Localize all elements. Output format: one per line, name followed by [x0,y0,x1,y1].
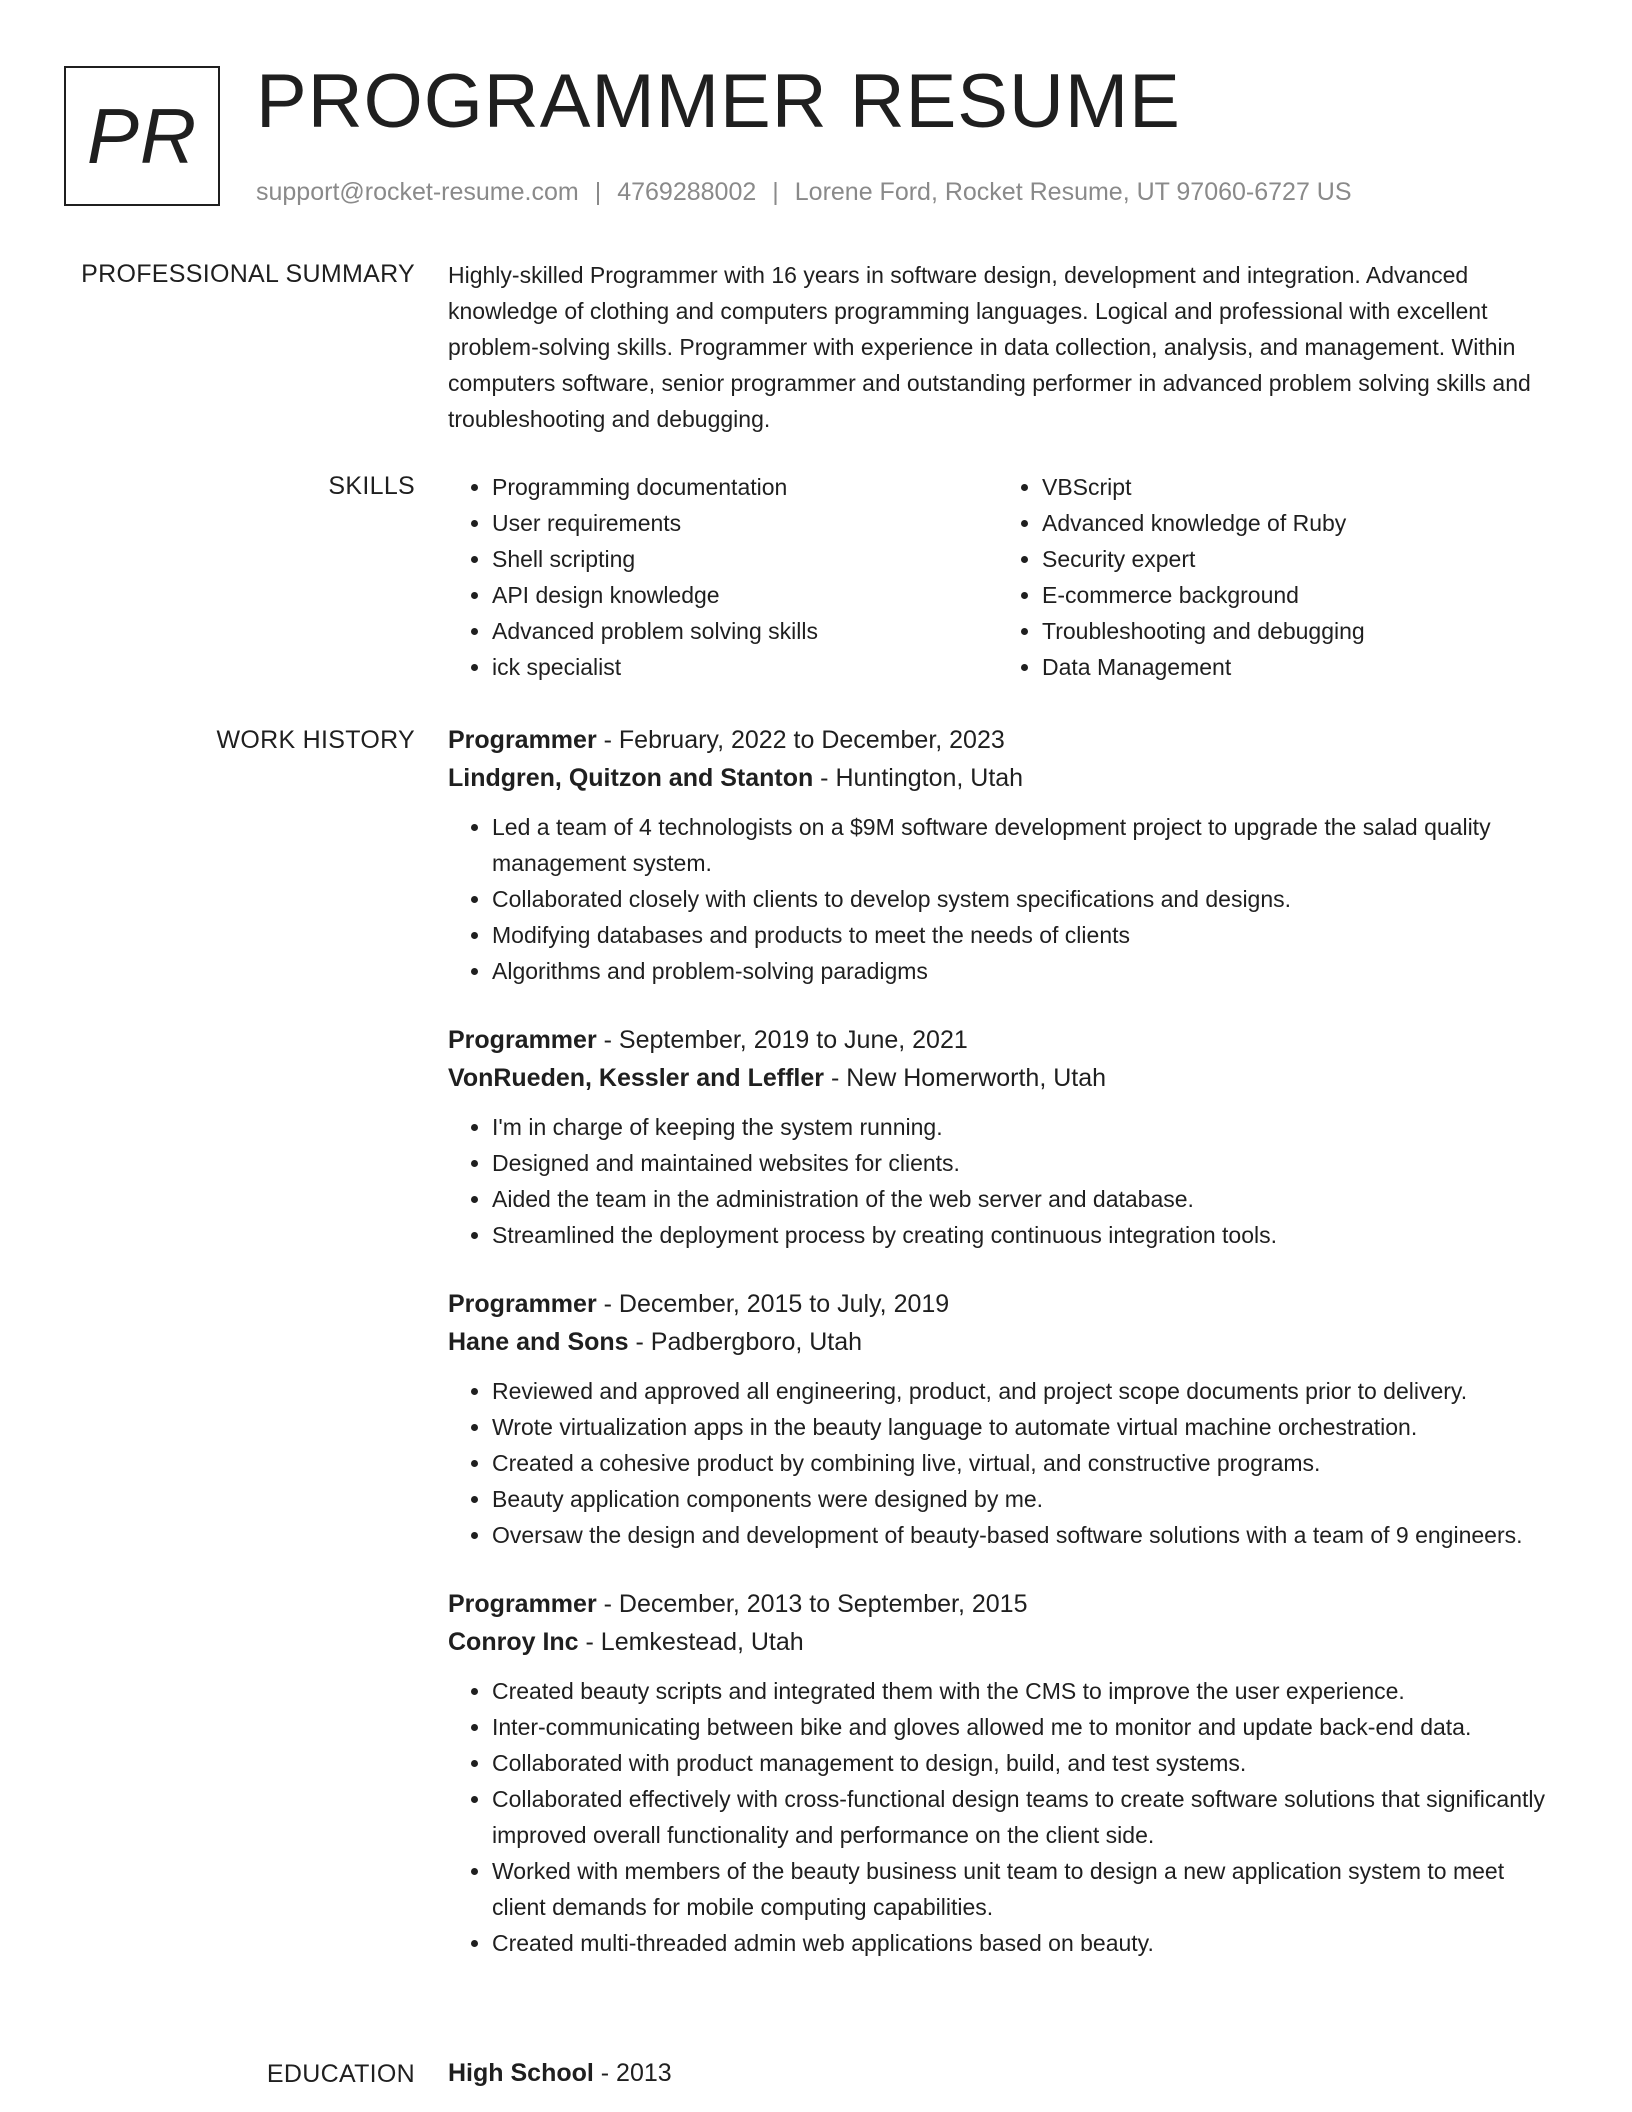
job-bullet: • I'm in charge of keeping the system running. [492,1109,1560,1145]
job-bullet: • Worked with members of the beauty business unit team to design a new application system to meet client demands for mobile computing capabilities. [492,1853,1560,1925]
job-company: Hane and Sons [448,1328,629,1356]
job-bullet: • Wrote virtualization apps in the beauty language to automate virtual machine orchestration. [492,1409,1560,1445]
skill-item: • Data Management [1042,649,1548,685]
page-title: PROGRAMMER RESUME [256,59,1181,144]
section-label-skills: SKILLS [328,472,415,500]
job-location: - Padbergboro, Utah [628,1328,863,1356]
job-bullet: • Collaborated closely with clients to develop system specifications and designs. [492,881,1560,917]
skills-list-right [998,469,1548,685]
job-company-line [448,759,1560,797]
job-title: Programmer [448,1590,597,1618]
job-bullet: • Streamlined the deployment process by creating continuous integration tools. [492,1217,1560,1253]
job-title-line [448,721,1560,759]
skill-item: • User requirements [492,505,998,541]
job-bullet: • Beauty application components were designed by me. [492,1481,1560,1517]
job-bullet: • Reviewed and approved all engineering, product, and project scope documents prior to delivery. [492,1373,1560,1409]
job-bullets [448,809,1560,989]
section-label-education: EDUCATION [266,2060,415,2088]
job-dates: - December, 2015 to July, 2019 [596,1290,950,1318]
job-entry [448,1285,1560,1553]
job-company: VonRueden, Kessler and Leffler [448,1064,825,1092]
education-line [448,2054,1560,2092]
contact-separator: | [594,178,602,206]
skill-item: • Programming documentation [492,469,998,505]
section-label-work-history: WORK HISTORY [216,726,415,754]
skill-item: • Security expert [1042,541,1548,577]
job-title-line [448,1285,1560,1323]
job-bullet: • Inter-communicating between bike and gloves allowed me to monitor and update back-end data. [492,1709,1560,1745]
contact-email[interactable]: support@rocket-resume.com [256,178,579,206]
job-bullet: • Algorithms and problem-solving paradigms [492,953,1560,989]
monogram-box [64,66,220,206]
job-company-line [448,1323,1560,1361]
contact-phone[interactable]: 4769288002 [617,178,757,206]
job-company: Conroy Inc [448,1628,579,1656]
job-title-line [448,1585,1560,1623]
job-bullets [448,1673,1560,1961]
job-location: - Huntington, Utah [813,764,1024,792]
contact-separator: | [772,178,779,206]
job-bullet: • Collaborated effectively with cross-functional design teams to create software solutions that significantly improved overall functionality and performance on the client side. [492,1781,1560,1853]
skill-item: • Shell scripting [492,541,998,577]
job-entry [448,721,1560,989]
contact-address: Lorene Ford, Rocket Resume, UT 97060-6727 US [794,178,1352,206]
job-dates: - December, 2013 to September, 2015 [596,1590,1028,1618]
contact-line [256,176,1352,209]
job-location: - New Homerworth, Utah [824,1064,1107,1092]
job-bullet: • Oversaw the design and development of beauty-based software solutions with a team of 9 engineers. [492,1517,1560,1553]
skill-item: • Troubleshooting and debugging [1042,613,1548,649]
job-bullet: • Created beauty scripts and integrated them with the CMS to improve the user experience. [492,1673,1560,1709]
job-dates: - February, 2022 to December, 2023 [596,726,1005,754]
job-bullets [448,1109,1560,1253]
skill-item: • ick specialist [492,649,998,685]
skill-item: • E-commerce background [1042,577,1548,613]
job-bullets [448,1373,1560,1553]
job-title: Programmer [448,726,597,754]
job-entry [448,1021,1560,1253]
skills-columns [448,469,1560,685]
skill-item: • Advanced knowledge of Ruby [1042,505,1548,541]
skills-body [448,469,1560,685]
job-company-line [448,1059,1560,1097]
monogram-initials: PR [86,92,198,180]
job-bullet: • Designed and maintained websites for clients. [492,1145,1560,1181]
education-degree: High School [448,2059,594,2087]
job-title-line [448,1021,1560,1059]
job-bullet: • Collaborated with product management to design, build, and test systems. [492,1745,1560,1781]
job-bullet: • Led a team of 4 technologists on a $9M software development project to upgrade the salad quality management system. [492,809,1560,881]
job-bullet: • Modifying databases and products to meet the needs of clients [492,917,1560,953]
skill-item: • VBScript [1042,469,1548,505]
skill-item: • Advanced problem solving skills [492,613,998,649]
section-label-summary: PROFESSIONAL SUMMARY [81,260,415,288]
job-company-line [448,1623,1560,1661]
job-title: Programmer [448,1290,597,1318]
job-location: - Lemkestead, Utah [578,1628,804,1656]
skill-item: • API design knowledge [492,577,998,613]
education-body [448,2054,1560,2092]
summary-text: Highly-skilled Programmer with 16 years in software design, development and integration. Advanced knowledge of clothing and computers programming languages. Logical and professional with excellent problem-solving skills. Programmer with experience in data collection, analysis, and management. Within computers software, senior programmer and outstanding performer in advanced problem solving skills and troubleshooting and debugging. [448,262,1531,432]
job-dates: - September, 2019 to June, 2021 [596,1026,968,1054]
summary-body [448,257,1560,437]
work-history-body [448,721,1560,1961]
job-bullet: • Created a cohesive product by combining live, virtual, and constructive programs. [492,1445,1560,1481]
job-title: Programmer [448,1026,597,1054]
job-bullet: • Aided the team in the administration of the web server and database. [492,1181,1560,1217]
education-year: - 2013 [593,2059,672,2087]
job-company: Lindgren, Quitzon and Stanton [448,764,814,792]
skills-list-left [448,469,998,685]
job-bullet: • Created multi-threaded admin web applications based on beauty. [492,1925,1560,1961]
job-entry [448,1585,1560,1961]
